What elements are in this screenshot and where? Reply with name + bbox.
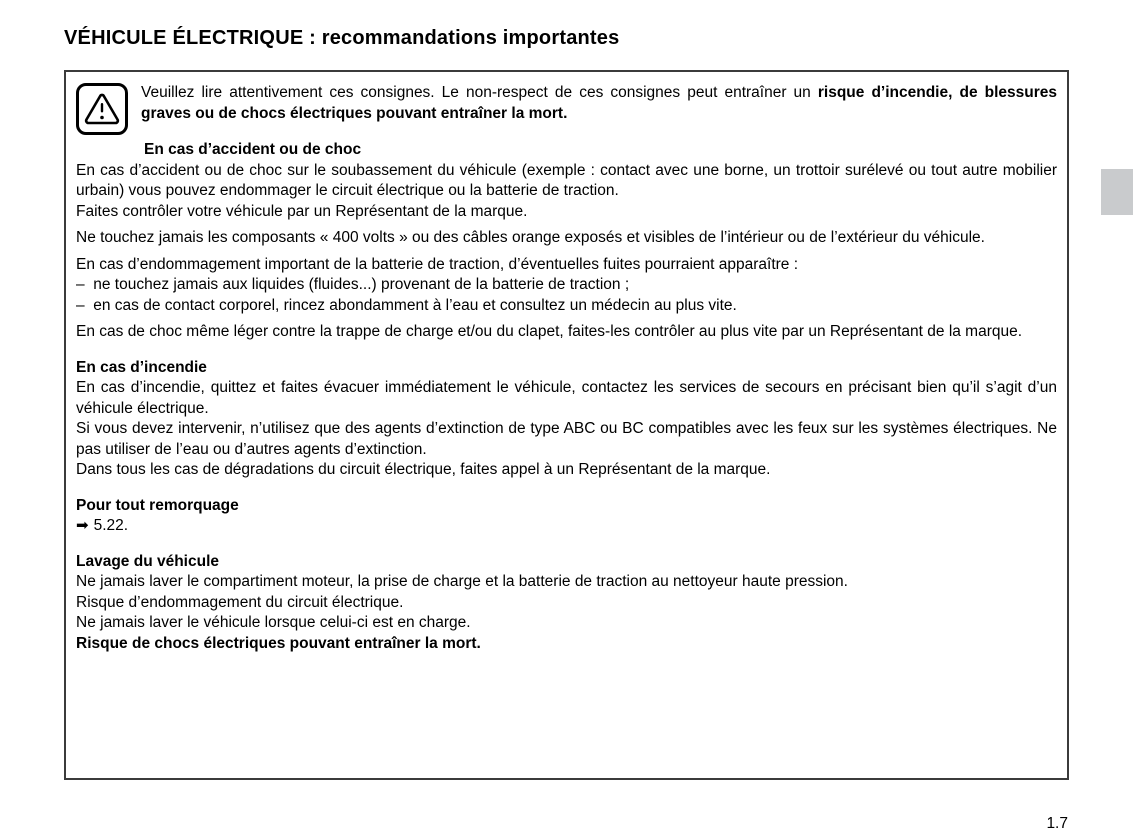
section-tab-marker	[1101, 169, 1133, 215]
warning-triangle-icon	[76, 83, 128, 135]
text-line: Risque d’endommagement du circuit électrique.	[76, 593, 404, 611]
intro-text: Veuillez lire attentivement ces consignes. Le non-respect de ces consignes peut entraîner un	[141, 84, 818, 101]
text-line: Ne jamais laver le véhicule lorsque celui-ci est en charge.	[76, 614, 471, 631]
text-line: Ne jamais laver le compartiment moteur, la prise de charge et la batterie de traction au nettoyeur haute pression.	[76, 573, 848, 590]
text-line-warning: Risque de chocs électriques pouvant entraîner la mort.	[76, 634, 481, 652]
paragraph-lavage	[76, 572, 1057, 654]
page-number: 1.7	[1046, 815, 1068, 832]
text-line: En cas d’endommagement important de la batterie de traction, d’éventuelles fuites pourraient apparaître :	[76, 255, 799, 273]
intro-row	[76, 83, 1057, 135]
heading-accident: En cas d’accident ou de choc	[144, 141, 362, 158]
text-line: En cas d’incendie, quittez et faites évacuer immédiatement le véhicule, contactez les services de secours en précisant bien qu’il s’agit d’un véhicule électrique.	[76, 379, 1057, 417]
paragraph-choc-trappe: En cas de choc même léger contre la trappe de charge et/ou du clapet, faites-les contrôler au plus vite par un Représentant de la marque.	[76, 323, 1023, 340]
text-line: Faites contrôler votre véhicule par un Représentant de la marque.	[76, 202, 528, 220]
cross-reference-arrow-icon: ➡	[76, 517, 89, 534]
heading-incendie: En cas d’incendie	[76, 358, 207, 376]
warning-box	[64, 70, 1069, 780]
text-line: En cas d’accident ou de choc sur le soubassement du véhicule (exemple : contact avec une borne, un trottoir surélevé ou tout autre mobilier urbain) vous pouvez endommager le circuit électrique ou la batterie de traction.	[76, 161, 1057, 199]
text-line: Si vous devez intervenir, n’utilisez que des agents d’extinction de type ABC ou BC compatibles avec les feux sur les systèmes électriques. Ne pas utiliser de l’eau ou d’autres agents d’extinction.	[76, 420, 1057, 458]
intro-text-bold: risque d’incendie, de blessures graves ou de chocs électriques pouvant entraîner la mort.	[141, 84, 1057, 122]
intro-paragraph	[141, 83, 1057, 124]
heading-lavage: Lavage du véhicule	[76, 552, 219, 570]
text-line: Dans tous les cas de dégradations du circuit électrique, faites appel à un Représentant de la marque.	[76, 461, 771, 478]
paragraph-accident	[76, 161, 1057, 223]
list-item: – ne touchez jamais aux liquides (fluides...) provenant de la batterie de traction ;	[76, 276, 630, 293]
paragraph-fuites	[76, 255, 1057, 317]
heading-remorquage: Pour tout remorquage	[76, 496, 239, 514]
paragraph-400volts: Ne touchez jamais les composants « 400 volts » ou des câbles orange exposés et visibles de l’intérieur ou de l’extérieur du véhicule.	[76, 229, 985, 246]
cross-reference	[76, 516, 1057, 537]
list-item: – en cas de contact corporel, rincez abondamment à l’eau et consultez un médecin au plus vite.	[76, 296, 737, 314]
page-title: VÉHICULE ÉLECTRIQUE : recommandations importantes	[64, 27, 620, 49]
cross-reference-label: 5.22.	[93, 517, 129, 534]
paragraph-incendie	[76, 378, 1057, 481]
